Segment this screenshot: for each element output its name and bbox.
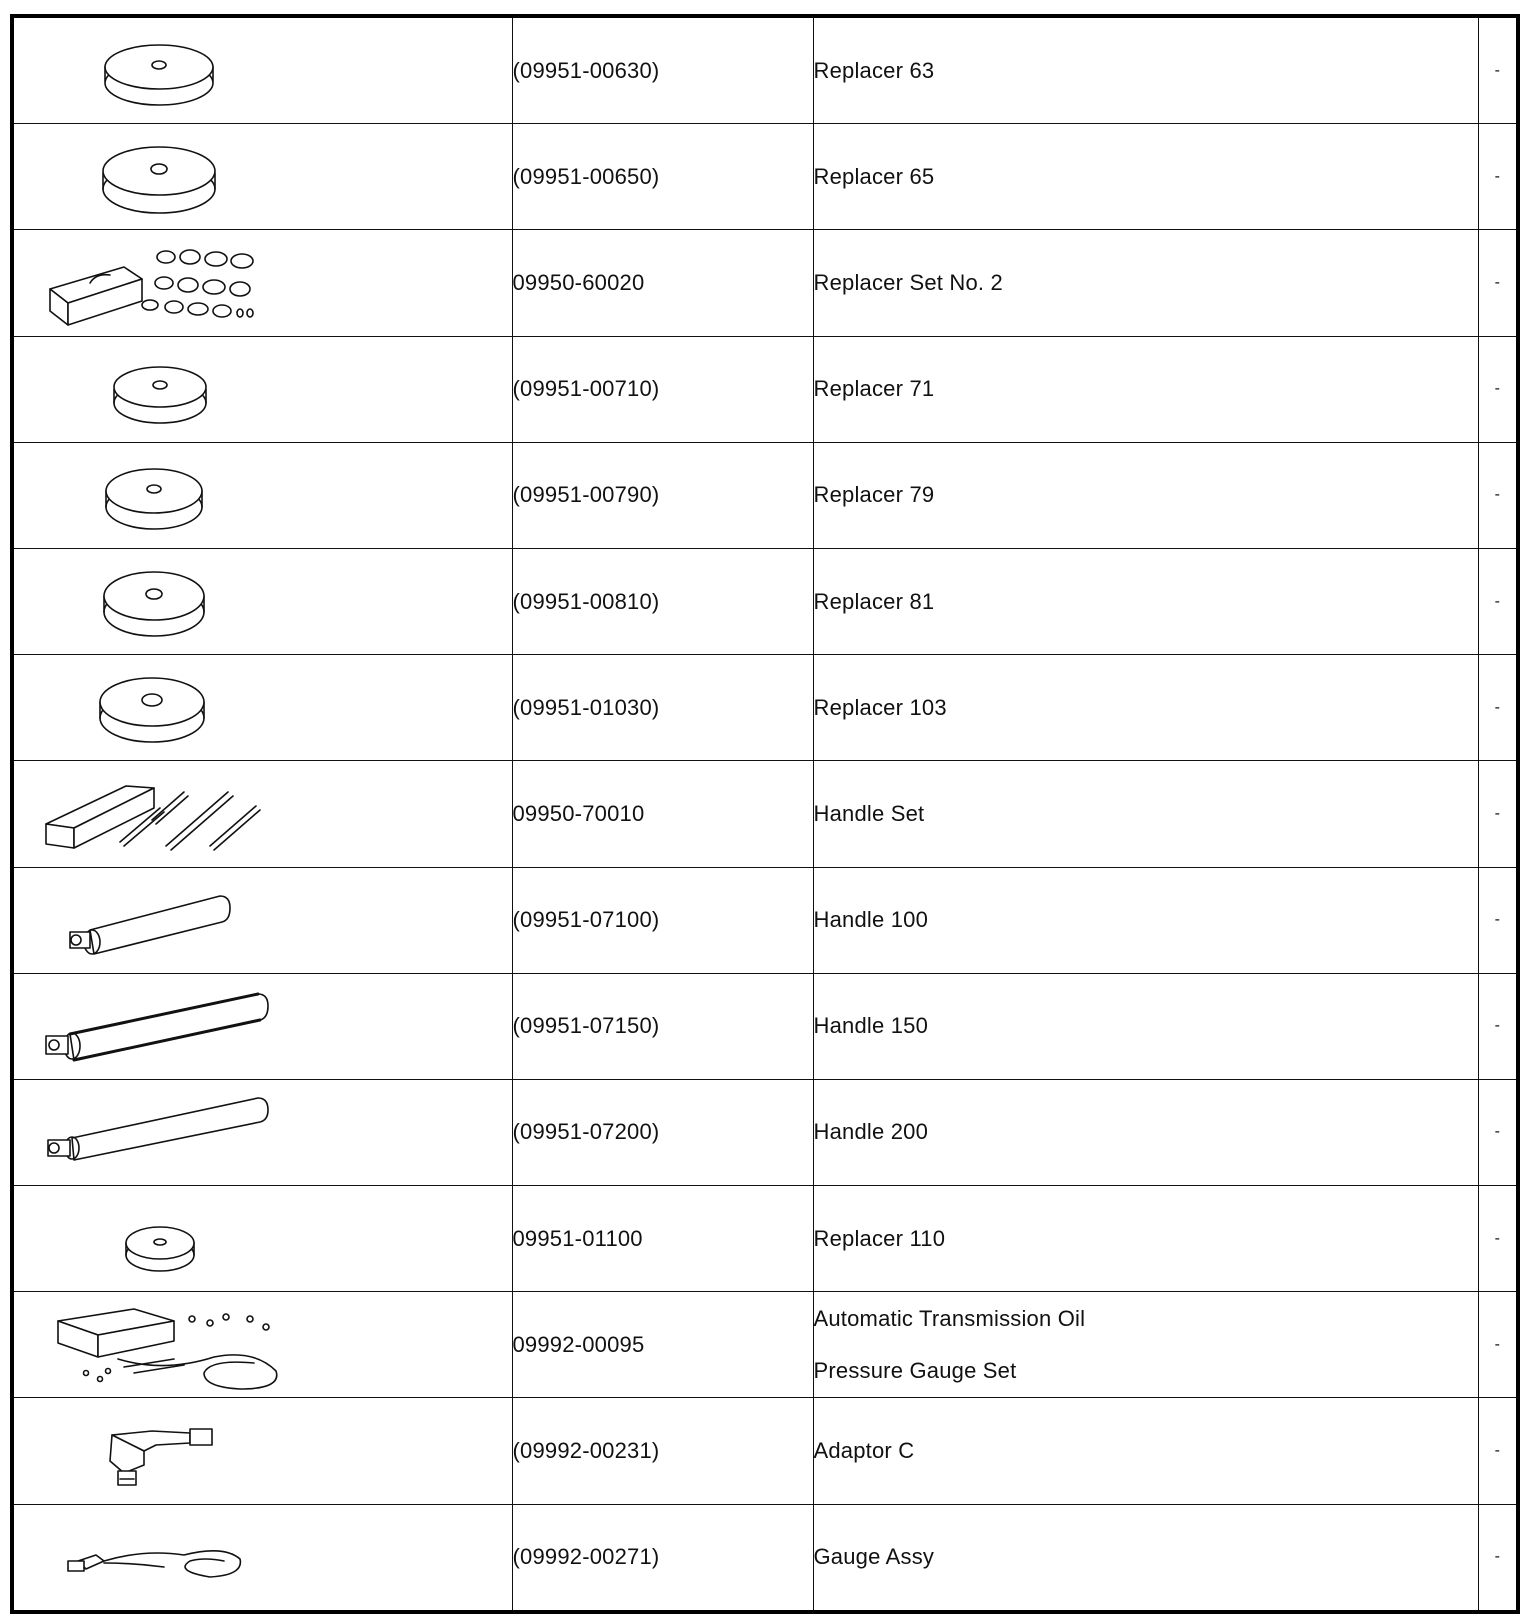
note-cell: - (1478, 442, 1518, 548)
tool-name: Replacer Set No. 2 (813, 230, 1478, 336)
illustration-cell (12, 442, 512, 548)
tool-name: Replacer 65 (813, 124, 1478, 230)
note-cell: - (1478, 1079, 1518, 1185)
table-row (12, 1079, 1518, 1185)
tool-name: Handle Set (813, 761, 1478, 867)
part-number: (09951-00630) (512, 16, 813, 124)
handle-set-icon (14, 762, 512, 866)
part-number: (09951-00710) (512, 336, 813, 442)
tool-name: Replacer 79 (813, 442, 1478, 548)
handle-bar-icon (14, 1080, 512, 1184)
note-cell: - (1478, 124, 1518, 230)
tool-name: Handle 200 (813, 1079, 1478, 1185)
table-row (12, 655, 1518, 761)
illustration-cell (12, 973, 512, 1079)
note-cell: - (1478, 1186, 1518, 1292)
gauge-set-case-icon (14, 1293, 512, 1397)
part-number: (09951-00810) (512, 548, 813, 654)
table-row (12, 442, 1518, 548)
illustration-cell (12, 1186, 512, 1292)
tool-name: Handle 100 (813, 867, 1478, 973)
illustration-cell (12, 1079, 512, 1185)
table-row (12, 230, 1518, 336)
illustration-cell (12, 1292, 512, 1398)
illustration-cell (12, 16, 512, 124)
tool-name: Replacer 63 (813, 16, 1478, 124)
tool-name: Automatic Transmission Oil Pressure Gauge Set (813, 1292, 1478, 1398)
tool-name: Replacer 110 (813, 1186, 1478, 1292)
part-number: 09951-01100 (512, 1186, 813, 1292)
part-number: (09992-00231) (512, 1398, 813, 1504)
replacer-disc-icon (14, 1187, 512, 1291)
illustration-cell (12, 867, 512, 973)
note-cell: - (1478, 655, 1518, 761)
table-row (12, 16, 1518, 124)
part-number: 09950-70010 (512, 761, 813, 867)
part-number: (09992-00271) (512, 1504, 813, 1612)
part-number: 09992-00095 (512, 1292, 813, 1398)
part-number: 09950-60020 (512, 230, 813, 336)
part-number: (09951-00790) (512, 442, 813, 548)
note-cell: - (1478, 973, 1518, 1079)
note-cell: - (1478, 230, 1518, 336)
replacer-disc-icon (14, 550, 512, 654)
illustration-cell (12, 230, 512, 336)
tool-name: Replacer 81 (813, 548, 1478, 654)
tool-name: Handle 150 (813, 973, 1478, 1079)
table-row (12, 1398, 1518, 1504)
note-cell: - (1478, 867, 1518, 973)
part-number: (09951-00650) (512, 124, 813, 230)
replacer-set-case-icon (14, 231, 512, 335)
illustration-cell (12, 336, 512, 442)
illustration-cell (12, 548, 512, 654)
part-number: (09951-07100) (512, 867, 813, 973)
table-row (12, 336, 1518, 442)
note-cell: - (1478, 1292, 1518, 1398)
table-row (12, 761, 1518, 867)
note-cell: - (1478, 336, 1518, 442)
table-row (12, 973, 1518, 1079)
adaptor-fitting-icon (14, 1399, 512, 1503)
part-number: (09951-07150) (512, 973, 813, 1079)
table-row (12, 124, 1518, 230)
tool-name: Adaptor C (813, 1398, 1478, 1504)
illustration-cell (12, 1398, 512, 1504)
gauge-hose-icon (14, 1505, 512, 1609)
tool-name: Replacer 103 (813, 655, 1478, 761)
table-row (12, 548, 1518, 654)
note-cell: - (1478, 16, 1518, 124)
tool-name: Replacer 71 (813, 336, 1478, 442)
handle-bar-icon (14, 974, 512, 1078)
illustration-cell (12, 761, 512, 867)
replacer-disc-icon (14, 443, 512, 547)
tool-name: Gauge Assy (813, 1504, 1478, 1612)
replacer-disc-icon (14, 19, 512, 123)
replacer-disc-icon (14, 125, 512, 229)
replacer-disc-icon (14, 656, 512, 760)
note-cell: - (1478, 548, 1518, 654)
illustration-cell (12, 1504, 512, 1612)
part-number: (09951-07200) (512, 1079, 813, 1185)
handle-bar-icon (14, 868, 512, 972)
table-row (12, 1504, 1518, 1612)
illustration-cell (12, 124, 512, 230)
special-tools-table (10, 14, 1520, 1614)
illustration-cell (12, 655, 512, 761)
table-row (12, 1292, 1518, 1398)
table-row (12, 1186, 1518, 1292)
note-cell: - (1478, 1398, 1518, 1504)
note-cell: - (1478, 1504, 1518, 1612)
part-number: (09951-01030) (512, 655, 813, 761)
replacer-disc-icon (14, 337, 512, 441)
note-cell: - (1478, 761, 1518, 867)
table-row (12, 867, 1518, 973)
